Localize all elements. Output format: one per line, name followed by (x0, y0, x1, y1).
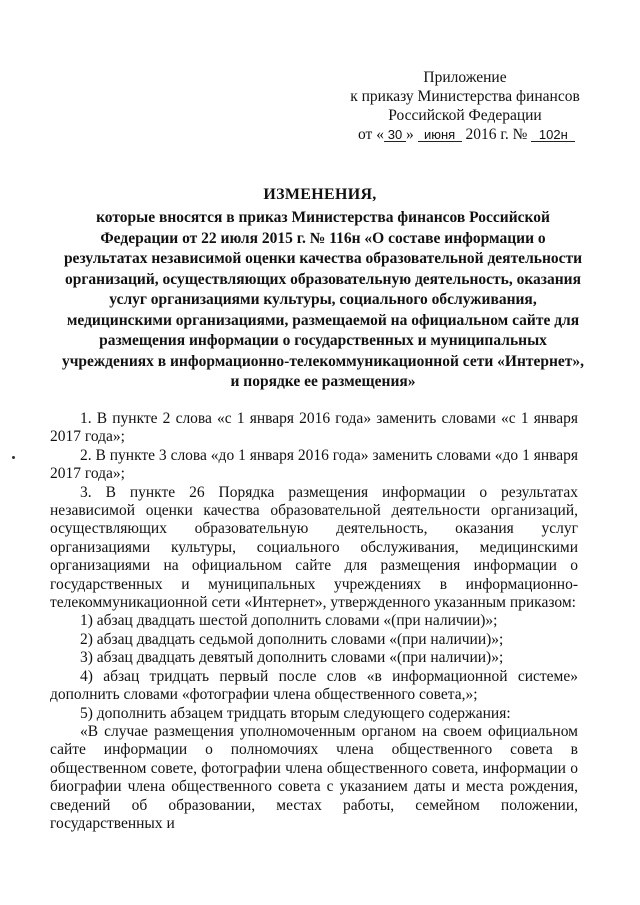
paragraph-6: 3) абзац двадцать девятый дополнить словами «(при наличии)»; (80, 649, 504, 667)
appendix-label: Приложение (423, 69, 507, 86)
document-subtitle: которые вносятся в приказ Министерства финансов Российской Федерации от 22 июля 2015 г. № 116н «О составе информации о результатах независимой оценки качества образовательной деятельности организаций, осуществляющих образовательную деятельность, оказания услуг организациями культуры, социального обслуживания, медицинскими организациями, размещаемой на официальном сайте для размещения информации о государственных и муниципальных учреждениях в информационно-телекоммуникационной сети «Интернет», и порядке ее размещения» (61, 209, 585, 390)
appendix-block (340, 68, 590, 144)
paragraph-5: 2) абзац двадцать седьмой дополнить словами «(при наличии)»; (80, 630, 504, 648)
paragraph-7: 4) абзац тридцать первый после слов «в информационной системе» дополнить словами «фотографии члена общественного совета,»; (50, 667, 578, 704)
appendix-date-line (340, 125, 590, 144)
date-prefix: от « (358, 126, 384, 143)
appendix-order-ref: к приказу Министерства финансов (350, 88, 580, 105)
paragraph-8: 5) дополнить абзацем тридцать вторым следующего содержания: (80, 704, 511, 722)
handwritten-month: июня (418, 128, 462, 142)
date-close-quote: » (405, 126, 414, 143)
document-body (50, 410, 578, 833)
handwritten-day: 30 (384, 128, 406, 142)
paragraph-3: 3. В пункте 26 Порядка размещения информации о результатах независимой оценки качества образовательной деятельности организаций, осуществляющих образовательную деятельность, оказания услуг организациями культуры, социального обслуживания, медицинскими организациями на официальном сайте для размещения информации о государственных и муниципальных учреждениях в информационно-телекоммуникационной сети «Интернет», утвержденного указанным приказом: (50, 483, 578, 612)
appendix-federation: Российской Федерации (388, 107, 542, 124)
margin-dot (12, 456, 15, 459)
paragraph-4: 1) абзац двадцать шестой дополнить словами «(при наличии)»; (80, 612, 498, 630)
paragraph-2: 2. В пункте 3 слова «до 1 января 2016 года» заменить словами «до 1 января 2017 года»; (50, 446, 578, 483)
date-year-number-label: 2016 г. № (465, 126, 528, 143)
paragraph-1: 1. В пункте 2 слова «с 1 января 2016 года» заменить словами «с 1 января 2017 года»; (50, 410, 578, 446)
handwritten-order-number: 102н (531, 128, 575, 142)
document-title: ИЗМЕНЕНИЯ, (263, 186, 377, 203)
paragraph-9: «В случае размещения уполномоченным органом на своем официальном сайте информации о полномочиях члена общественного совета в общественном совете, фотографии члена общественного совета, информации о биографии члена общественного совета с указанием даты и места рождения, сведений об образовании, местах работы, семейном положении, государственных и (50, 722, 578, 832)
